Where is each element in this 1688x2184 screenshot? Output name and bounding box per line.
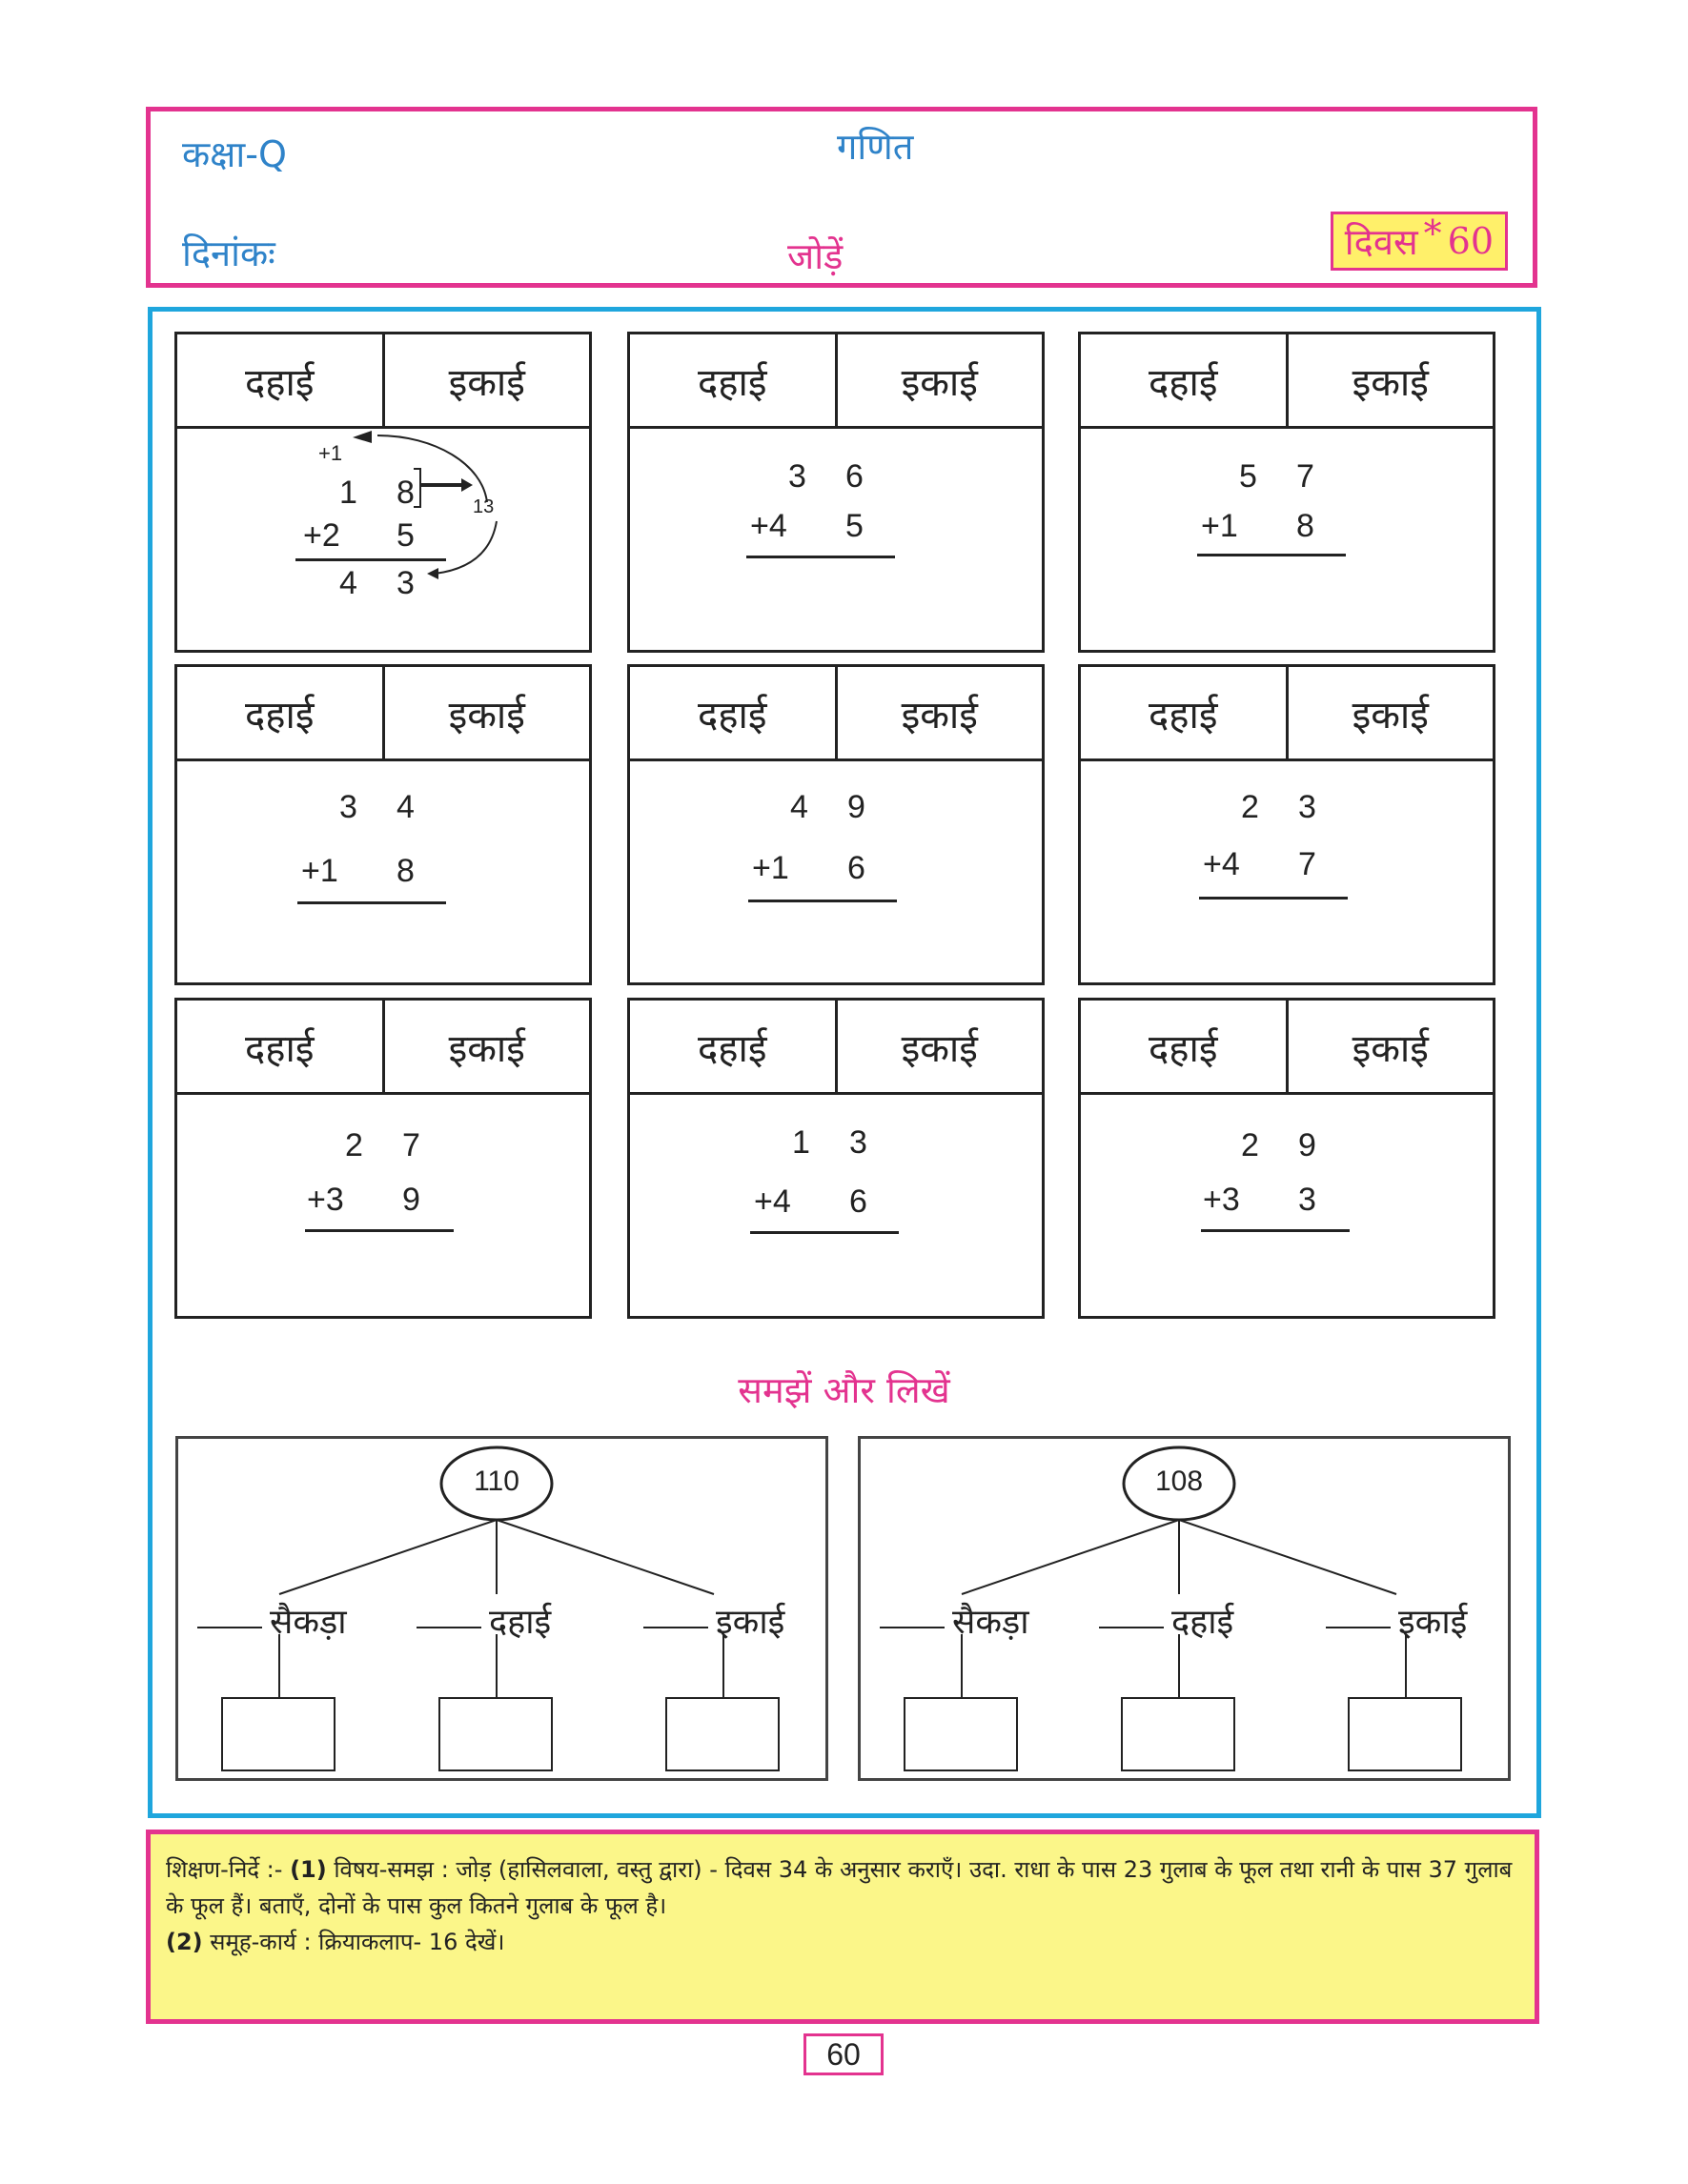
bottom-ones: 3 xyxy=(1298,1182,1316,1218)
top-tens: 3 xyxy=(339,789,357,825)
ones-label: इकाई xyxy=(1398,1603,1468,1642)
ones-header: इकाई xyxy=(835,334,1043,426)
tens-label: दहाई xyxy=(489,1603,552,1642)
sum-line xyxy=(1201,1229,1350,1232)
top-tens: 2 xyxy=(1241,789,1259,825)
problem-card xyxy=(1078,998,1495,1319)
hundreds-label: सैकड़ा xyxy=(270,1603,347,1642)
ones-label: इकाई xyxy=(716,1603,785,1642)
top-tens: 1 xyxy=(792,1124,810,1161)
sum-line xyxy=(746,556,895,558)
sum-line xyxy=(305,1229,454,1232)
place-value-tree xyxy=(175,1436,828,1781)
bottom-tens: +1 xyxy=(1201,508,1238,544)
top-ones: 3 xyxy=(849,1124,867,1161)
ones-header: इकाई xyxy=(382,1001,590,1092)
tens-answer-box xyxy=(1122,1698,1234,1770)
top-ones: 3 xyxy=(1298,789,1316,825)
ones-header: इकाई xyxy=(835,1001,1043,1092)
top-ones: 7 xyxy=(1296,458,1314,495)
carry-arrows xyxy=(177,426,595,652)
problem-card xyxy=(174,664,592,985)
example-card xyxy=(174,332,592,653)
tens-header: दहाई xyxy=(698,1026,767,1071)
ones-answer-box xyxy=(666,1698,779,1770)
problem-card xyxy=(627,332,1045,653)
top-tens: 5 xyxy=(1239,458,1257,495)
day-number: 60 xyxy=(1447,220,1494,262)
bottom-ones: 8 xyxy=(1296,508,1314,544)
top-tens: 2 xyxy=(1241,1127,1259,1163)
tens-header: दहाई xyxy=(1149,693,1218,738)
sum-line xyxy=(297,901,446,904)
ones-header: इकाई xyxy=(1286,1001,1494,1092)
bottom-ones: 6 xyxy=(849,1183,867,1220)
top-tens: 4 xyxy=(790,789,808,825)
note-point2-text: समूह-कार्य : क्रियाकलाप- 16 देखें। xyxy=(210,1929,505,1955)
topic-label: जोड़ें xyxy=(787,235,844,277)
tens-label: दहाई xyxy=(1171,1603,1234,1642)
hundreds-answer-box xyxy=(222,1698,335,1770)
date-label: दिनांकः xyxy=(182,233,275,274)
top-tens: 3 xyxy=(788,458,806,495)
bottom-tens: +4 xyxy=(1203,846,1240,882)
class-label: कक्षा-Q xyxy=(182,133,287,175)
note-prefix: शिक्षण-निर्दे :- xyxy=(166,1856,283,1883)
bottom-ones: 5 xyxy=(845,508,864,544)
tens-header: दहाई xyxy=(1149,1026,1218,1071)
ones-header: इकाई xyxy=(382,334,590,426)
bottom-ones: 5 xyxy=(397,517,415,554)
bottom-tens: +2 xyxy=(303,517,340,554)
ones-sum: 13 xyxy=(473,496,495,517)
subject-label: गणित xyxy=(837,126,914,168)
top-ones: 7 xyxy=(402,1127,420,1163)
top-ones: 8 xyxy=(397,475,415,511)
sum-line xyxy=(1197,554,1346,556)
problem-card xyxy=(627,664,1045,985)
top-ones: 9 xyxy=(1298,1127,1316,1163)
hundreds-label: सैकड़ा xyxy=(952,1603,1029,1642)
tens-answer-box xyxy=(439,1698,552,1770)
tree-number: 108 xyxy=(1154,1466,1204,1497)
tree-number: 110 xyxy=(474,1466,519,1497)
note-point1-text: विषय-समझ : जोड़ (हासिलवाला, वस्तु द्वारा) - दिवस 34 के अनुसार कराएँ। उदा. राधा के पास 23 गुलाब के फूल तथा रानी के पास 37 गुलाब के फूल हैं। बताएँ, दोनों के पास कुल कितने गुलाब के फूल है। xyxy=(166,1856,1513,1919)
sum-line xyxy=(750,1231,899,1234)
bottom-tens: +4 xyxy=(750,508,787,544)
header-box xyxy=(146,107,1537,288)
ones-answer-box xyxy=(1349,1698,1461,1770)
note-point2-number: (2) xyxy=(166,1929,203,1955)
bottom-ones: 7 xyxy=(1298,846,1316,882)
top-tens: 2 xyxy=(345,1127,363,1163)
sum-line xyxy=(295,558,446,561)
carry-value: +1 xyxy=(318,441,343,465)
page-number: 60 xyxy=(803,2033,884,2075)
tens-header: दहाई xyxy=(245,1026,315,1071)
top-ones: 6 xyxy=(845,458,864,495)
place-value-tree xyxy=(858,1436,1511,1781)
note-point1-number: (1) xyxy=(290,1856,327,1883)
problem-card xyxy=(627,998,1045,1319)
bottom-tens: +1 xyxy=(301,853,338,889)
tens-header: दहाई xyxy=(698,360,767,405)
top-ones: 9 xyxy=(847,789,865,825)
bottom-tens: +1 xyxy=(752,850,789,886)
bottom-tens: +4 xyxy=(754,1183,791,1220)
result-tens: 4 xyxy=(339,565,357,601)
top-tens: 1 xyxy=(339,475,357,511)
day-label: दिवस xyxy=(1344,221,1418,263)
teaching-note xyxy=(146,1830,1539,2024)
bottom-tens: +3 xyxy=(307,1182,344,1218)
bottom-ones: 9 xyxy=(402,1182,420,1218)
hundreds-answer-box xyxy=(905,1698,1017,1770)
sum-line xyxy=(748,900,897,902)
ones-header: इकाई xyxy=(835,667,1043,758)
day-badge xyxy=(1331,212,1508,271)
bottom-tens: +3 xyxy=(1203,1182,1240,1218)
ones-header: इकाई xyxy=(1286,667,1494,758)
place-value-header xyxy=(177,334,589,429)
bottom-ones: 6 xyxy=(847,850,865,886)
section-title: समझें और लिखें xyxy=(738,1369,950,1411)
day-star: * xyxy=(1423,212,1442,254)
problem-card xyxy=(174,998,592,1319)
problem-card xyxy=(1078,664,1495,985)
problem-card xyxy=(1078,332,1495,653)
ones-header: इकाई xyxy=(1286,334,1494,426)
sum-line xyxy=(1199,897,1348,900)
tens-header: दहाई xyxy=(1149,360,1218,405)
ones-header: इकाई xyxy=(382,667,590,758)
bottom-ones: 8 xyxy=(397,853,415,889)
top-ones: 4 xyxy=(397,789,415,825)
tens-header: दहाई xyxy=(698,693,767,738)
tens-header: दहाई xyxy=(245,693,315,738)
tens-header: दहाई xyxy=(245,360,315,405)
result-ones: 3 xyxy=(397,565,415,601)
